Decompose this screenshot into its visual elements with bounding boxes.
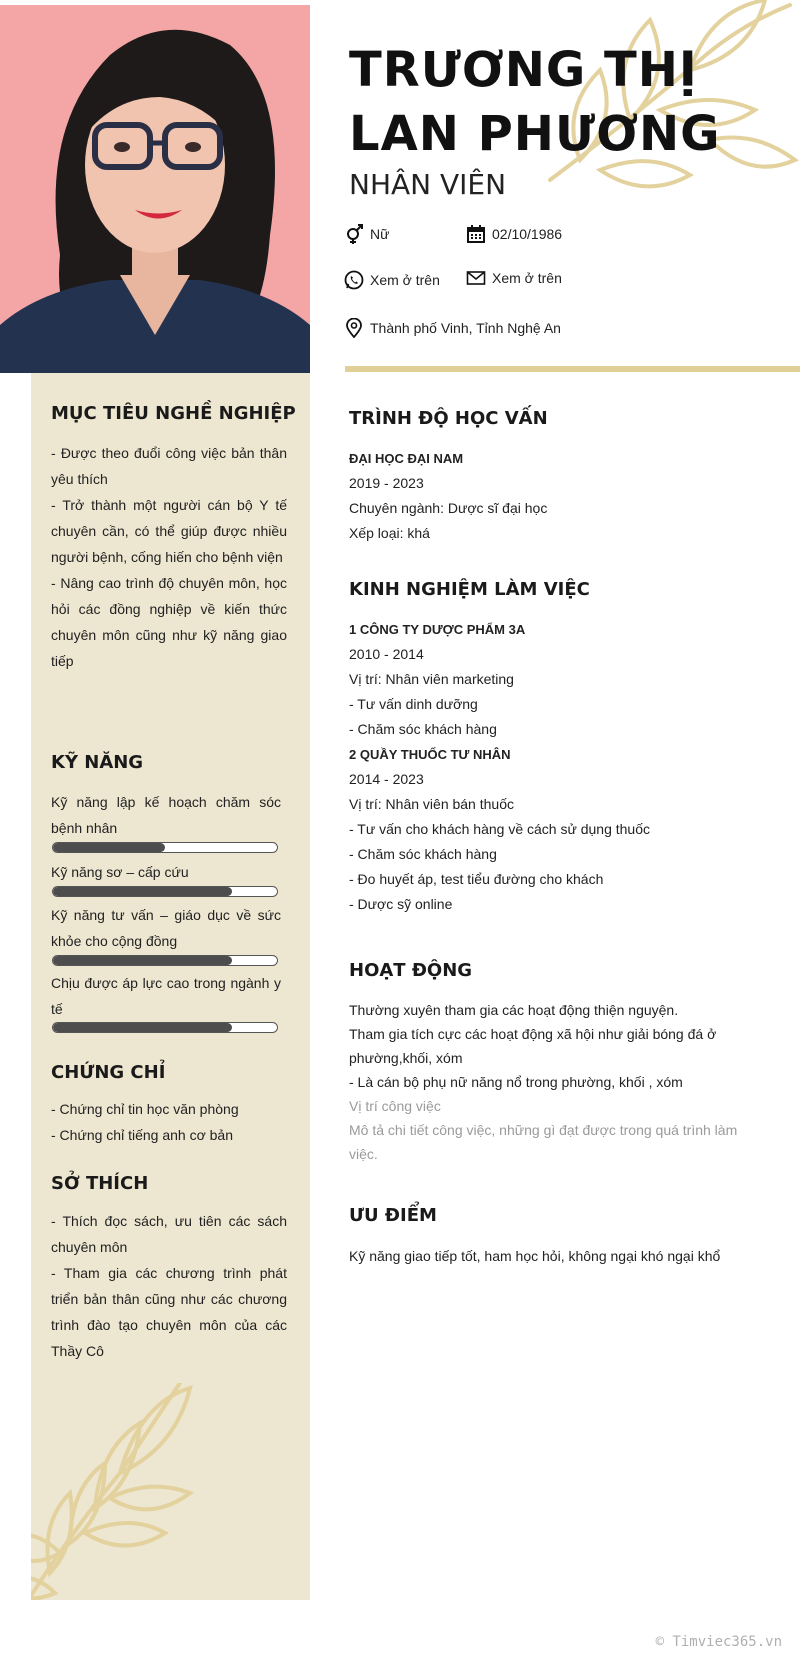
portrait-image — [0, 5, 310, 373]
education-major: Chuyên ngành: Dược sĩ đại học — [349, 500, 548, 516]
skill-bar — [52, 955, 278, 966]
skill-bar — [52, 1022, 278, 1033]
education-years: 2019 - 2023 — [349, 475, 424, 491]
company-name: 1 CÔNG TY DƯỢC PHẨM 3A — [349, 622, 526, 637]
experience-block — [349, 617, 769, 917]
hobbies-title: SỞ THÍCH — [51, 1173, 149, 1194]
job-duty: - Tư vấn cho khách hàng về cách sử dụng thuốc — [349, 821, 650, 837]
gender-field — [344, 224, 389, 244]
skill-bar-fill — [53, 956, 232, 965]
job-position: Vị trí: Nhân viên bán thuốc — [349, 796, 514, 812]
job-duty: - Chăm sóc khách hàng — [349, 846, 497, 862]
education-block — [349, 446, 769, 546]
skill-bar-fill — [53, 887, 232, 896]
certificates-list — [51, 1096, 287, 1148]
skill-label: Kỹ năng sơ – cấp cứu — [51, 864, 189, 880]
job-position: Vị trí: Nhân viên marketing — [349, 671, 514, 687]
profile-photo — [0, 5, 310, 373]
experience-title: KINH NGHIỆM LÀM VIỆC — [349, 579, 590, 600]
activity-line: - Là cán bộ phụ nữ năng nổ trong phường, khối , xóm — [349, 1074, 683, 1090]
skills-title: KỸ NĂNG — [51, 752, 144, 773]
activity-placeholder-desc: Mô tả chi tiết công việc, những gì đạt được trong quá trình làm việc. — [349, 1122, 738, 1162]
gender-value: Nữ — [370, 226, 390, 242]
school-name: ĐẠI HỌC ĐẠI NAM — [349, 451, 464, 466]
education-title: TRÌNH ĐỘ HỌC VẤN — [349, 408, 548, 429]
job-years: 2014 - 2023 — [349, 771, 424, 787]
email-value: Xem ở trên — [492, 270, 562, 286]
hobbies-text — [51, 1208, 287, 1364]
leaf-decoration-bottom — [31, 1383, 240, 1600]
activity-line: Tham gia tích cực các hoạt động xã hội như giải bóng đá ở phường,khối, xóm — [349, 1026, 717, 1066]
hobby-line: - Thích đọc sách, ưu tiên các sách chuyên môn — [51, 1213, 287, 1255]
mail-icon — [466, 268, 486, 288]
header-divider — [345, 366, 800, 372]
name-line-1: TRƯƠNG THỊ — [349, 42, 698, 98]
job-duty: - Đo huyết áp, test tiểu đường cho khách — [349, 871, 604, 887]
certificate-item: - Chứng chỉ tiếng anh cơ bản — [51, 1127, 233, 1143]
location-pin-icon — [344, 318, 364, 338]
address-value: Thành phố Vinh, Tỉnh Nghệ An — [370, 320, 561, 336]
certificate-item: - Chứng chỉ tin học văn phòng — [51, 1101, 239, 1117]
phone-value: Xem ở trên — [370, 272, 440, 288]
activities-title: HOẠT ĐỘNG — [349, 960, 473, 981]
skill-label: Chịu được áp lực cao trong ngành y tế — [51, 975, 281, 1017]
skill-bar — [52, 886, 278, 897]
objective-line: - Trở thành một người cán bộ Y tế chuyên cần, có thể giúp được nhiều người bệnh, cống hiến cho bệnh viện — [51, 497, 287, 565]
strengths-title: ƯU ĐIỂM — [349, 1205, 437, 1226]
candidate-name — [349, 38, 789, 166]
objective-title: MỤC TIÊU NGHỀ NGHIỆP — [51, 403, 296, 424]
job-duty: - Dược sỹ online — [349, 896, 453, 912]
objective-line: - Nâng cao trình độ chuyên môn, học hỏi các đồng nghiệp về kiến thức chuyên môn cũng như kỹ năng giao tiếp — [51, 575, 287, 669]
activity-placeholder-position: Vị trí công việc — [349, 1098, 441, 1114]
skill-label: Kỹ năng lập kế hoạch chăm sóc bệnh nhân — [51, 794, 281, 836]
skill-label: Kỹ năng tư vấn – giáo dục về sức khỏe cho cộng đồng — [51, 907, 281, 949]
skill-bar-fill — [53, 1023, 232, 1032]
education-grade: Xếp loại: khá — [349, 525, 430, 541]
phone-icon — [344, 270, 364, 290]
job-title: NHÂN VIÊN — [349, 168, 507, 201]
birthdate-field — [466, 224, 562, 244]
calendar-icon — [466, 224, 486, 244]
gender-icon — [344, 224, 364, 244]
strengths-text: Kỹ năng giao tiếp tốt, ham học hỏi, không ngại khó ngại khổ — [349, 1248, 721, 1264]
phone-field[interactable] — [344, 270, 440, 290]
company-name: 2 QUẦY THUỐC TƯ NHÂN — [349, 747, 511, 762]
email-field[interactable] — [466, 268, 562, 288]
activities-block — [349, 998, 769, 1166]
name-line-2: LAN PHƯƠNG — [349, 106, 721, 162]
job-years: 2010 - 2014 — [349, 646, 424, 662]
objective-line: - Được theo đuổi công việc bản thân yêu thích — [51, 445, 287, 487]
certificates-title: CHỨNG CHỈ — [51, 1062, 166, 1083]
skill-bar — [52, 842, 278, 853]
objective-text — [51, 440, 287, 674]
activity-line: Thường xuyên tham gia các hoạt động thiện nguyện. — [349, 1002, 679, 1018]
hobby-line: - Tham gia các chương trình phát triển bản thân cũng như các chương trình đào tạo chuyên môn của các Thầy Cô — [51, 1265, 287, 1359]
address-field — [344, 318, 561, 338]
job-duty: - Tư vấn dinh dưỡng — [349, 696, 478, 712]
watermark: © Timviec365.vn — [655, 1634, 782, 1650]
skill-bar-fill — [53, 843, 165, 852]
job-duty: - Chăm sóc khách hàng — [349, 721, 497, 737]
birthdate-value: 02/10/1986 — [492, 226, 563, 242]
